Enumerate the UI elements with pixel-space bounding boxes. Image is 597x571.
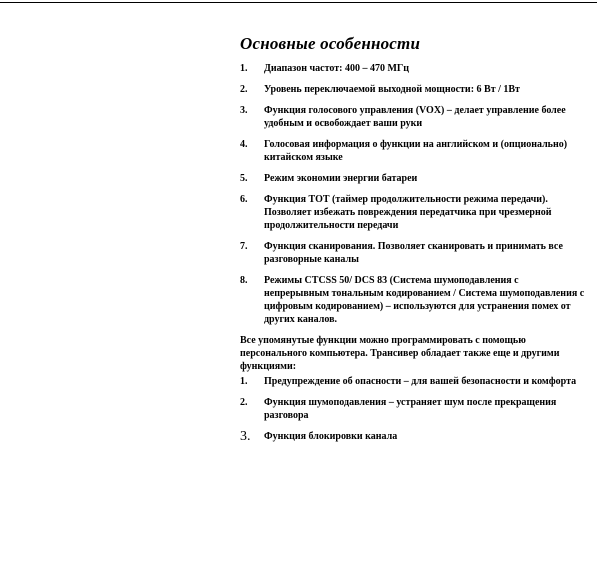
list-item — [240, 172, 585, 185]
item-number: 3. — [240, 429, 251, 444]
extra-features-list — [240, 375, 585, 443]
item-number: 5. — [240, 173, 248, 184]
item-text: Функция блокировки канала — [264, 431, 398, 442]
item-text: Предупреждение об опасности – для вашей безопасности и комфорта — [264, 376, 577, 387]
item-text: Функция шумоподавления – устраняет шум после прекращения разговора — [264, 397, 557, 421]
item-text: Режим экономии энергии батареи — [264, 173, 418, 184]
section-heading: Основные особенности — [240, 34, 421, 53]
item-number: 8. — [240, 275, 248, 286]
item-number: 7. — [240, 241, 248, 252]
item-text: Голосовая информация о функции на английском и (опционально) китайском языке — [264, 139, 568, 163]
item-text: Функция сканирования. Позволяет сканировать и принимать все разговорные каналы — [264, 241, 563, 265]
list-item — [240, 83, 585, 96]
item-text: Уровень переключаемой выходной мощности: 6 Вт / 1Вт — [264, 84, 520, 95]
document-content — [240, 34, 585, 451]
list-item — [240, 396, 585, 422]
features-list — [240, 62, 585, 326]
list-item — [240, 104, 585, 130]
item-number: 2. — [240, 397, 248, 408]
list-item — [240, 62, 585, 75]
item-number: 6. — [240, 194, 248, 205]
item-number: 3. — [240, 105, 248, 116]
item-text: Функция голосового управления (VOX) – делает управление более удобным и освобождает ваши руки — [264, 105, 566, 129]
item-text: Диапазон частот: 400 – 470 МГц — [264, 63, 410, 74]
top-rule — [0, 2, 597, 3]
item-text: Функция ТОТ (таймер продолжительности режима передачи). Позволяет избежать повреждения передатчика при чрезмерной продолжительности передачи — [264, 194, 552, 231]
item-number: 1. — [240, 376, 248, 387]
item-number: 1. — [240, 63, 248, 74]
item-number: 2. — [240, 84, 248, 95]
list-item — [240, 375, 585, 388]
list-item — [240, 430, 585, 443]
list-item — [240, 193, 585, 232]
summary-paragraph: Все упомянутые функции можно программировать с помощью персонального компьютера. Трансивер обладает также еще и другими функциями: — [240, 335, 560, 372]
list-item — [240, 274, 585, 326]
item-text: Режимы CTCSS 50/ DCS 83 (Система шумоподавления с непрерывным тональным кодированием / Система шумоподавления с цифровым кодированием) – используются для устранения помех от других каналов. — [264, 275, 585, 325]
item-number: 4. — [240, 139, 248, 150]
list-item — [240, 240, 585, 266]
list-item — [240, 138, 585, 164]
